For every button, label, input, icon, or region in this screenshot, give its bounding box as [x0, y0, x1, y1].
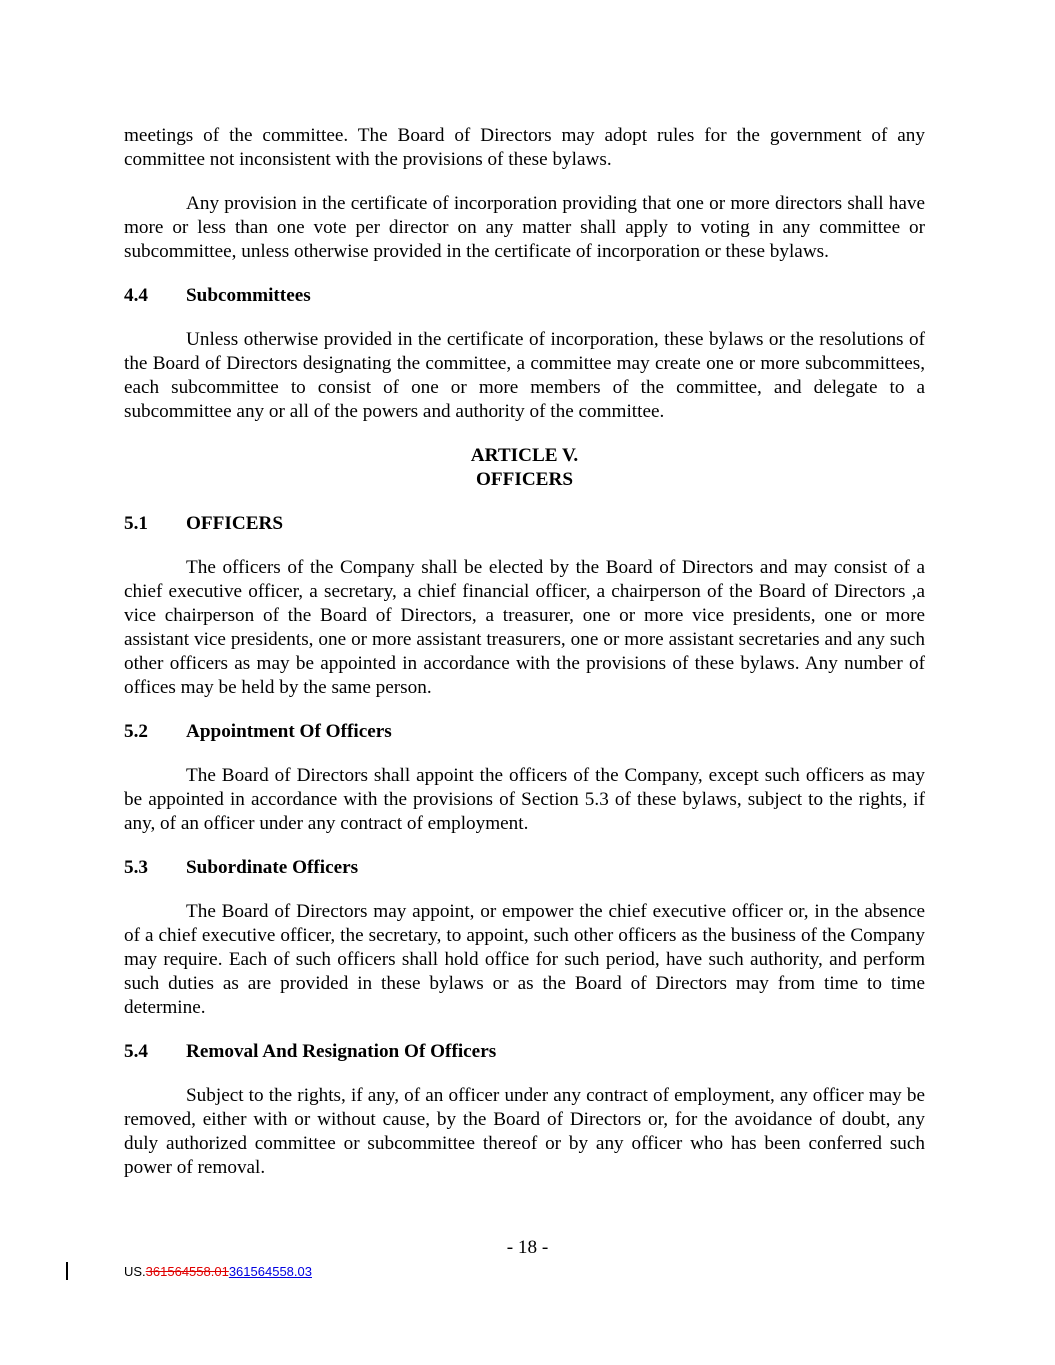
section-title: OFFICERS — [186, 513, 284, 534]
document-id — [124, 1264, 312, 1279]
section-number: 5.3 — [124, 857, 148, 878]
document-id-prefix: US. — [124, 1264, 146, 1279]
paragraph-subcommittees: Unless otherwise provided in the certificate of incorporation, these bylaws or the resolutions of the Board of Directors designating the committee, a committee may create one or more subcommittees, each subcommittee to consist of one or more members of the committee, and delegate to a subcommittee any or all of the powers and authority of the committee. — [124, 329, 925, 422]
paragraph-removal: Subject to the rights, if any, of an officer under any contract of employment, any officer may be removed, either with or without cause, by the Board of Directors or, for the avoidance of doubt, any duly authorized committee or subcommittee thereof or by any officer who has been conferred such power of removal. — [124, 1085, 925, 1178]
document-id-inserted: 361564558.03 — [228, 1264, 312, 1279]
section-number: 5.2 — [124, 721, 148, 742]
article-title: OFFICERS — [475, 469, 573, 490]
document-body — [124, 124, 925, 1200]
section-title: Removal And Resignation Of Officers — [186, 1041, 497, 1062]
document-id-deleted: 361564558.01 — [145, 1264, 229, 1279]
section-heading-5-4 — [124, 1040, 925, 1064]
paragraph-subordinate-officers: The Board of Directors may appoint, or empower the chief executive officer or, in the absence of a chief executive officer, the secretary, to appoint, such other officers as the business of the Company may require. Each of such officers shall hold office for such period, have such authority, and perform such duties as are provided in these bylaws or as the Board of Directors may from time to time determine. — [124, 901, 925, 1018]
section-heading-5-2 — [124, 720, 925, 744]
section-number: 5.1 — [124, 513, 148, 534]
section-number: 4.4 — [124, 285, 148, 306]
section-title: Appointment Of Officers — [186, 721, 392, 742]
section-heading-5-1 — [124, 512, 925, 536]
paragraph-appointment: The Board of Directors shall appoint the officers of the Company, except such officers as may be appointed in accordance with the provisions of Section 5.3 of these bylaws, subject to the rights, if any, of an officer under any contract of employment. — [124, 765, 925, 834]
section-heading-4-4 — [124, 284, 925, 308]
article-heading — [124, 444, 925, 492]
paragraph-committee-rules: meetings of the committee. The Board of Directors may adopt rules for the government of any committee not inconsistent with the provisions of these bylaws. — [124, 125, 925, 170]
section-number: 5.4 — [124, 1041, 148, 1062]
article-number: ARTICLE V. — [470, 445, 579, 466]
revision-change-bar — [66, 1262, 68, 1280]
section-title: Subcommittees — [186, 285, 311, 306]
section-heading-5-3 — [124, 856, 925, 880]
paragraph-officers: The officers of the Company shall be elected by the Board of Directors and may consist of a chief executive officer, a secretary, a chief financial officer, a chairperson of the Board of Directors ,a vice chairperson of the Board of Directors, a treasurer, one or more vice presidents, one or more assistant vice presidents, one or more assistant treasurers, one or more assistant secretaries and any such other officers as may be appointed in accordance with the provisions of these bylaws. Any number of offices may be held by the same person. — [124, 557, 925, 698]
page-number: - 18 - — [506, 1237, 549, 1258]
section-title: Subordinate Officers — [186, 857, 359, 878]
paragraph-director-votes: Any provision in the certificate of incorporation providing that one or more directors shall have more or less than one vote per director on any matter shall apply to voting in any committee or subcommittee, unless otherwise provided in the certificate of incorporation or these bylaws. — [124, 193, 925, 262]
